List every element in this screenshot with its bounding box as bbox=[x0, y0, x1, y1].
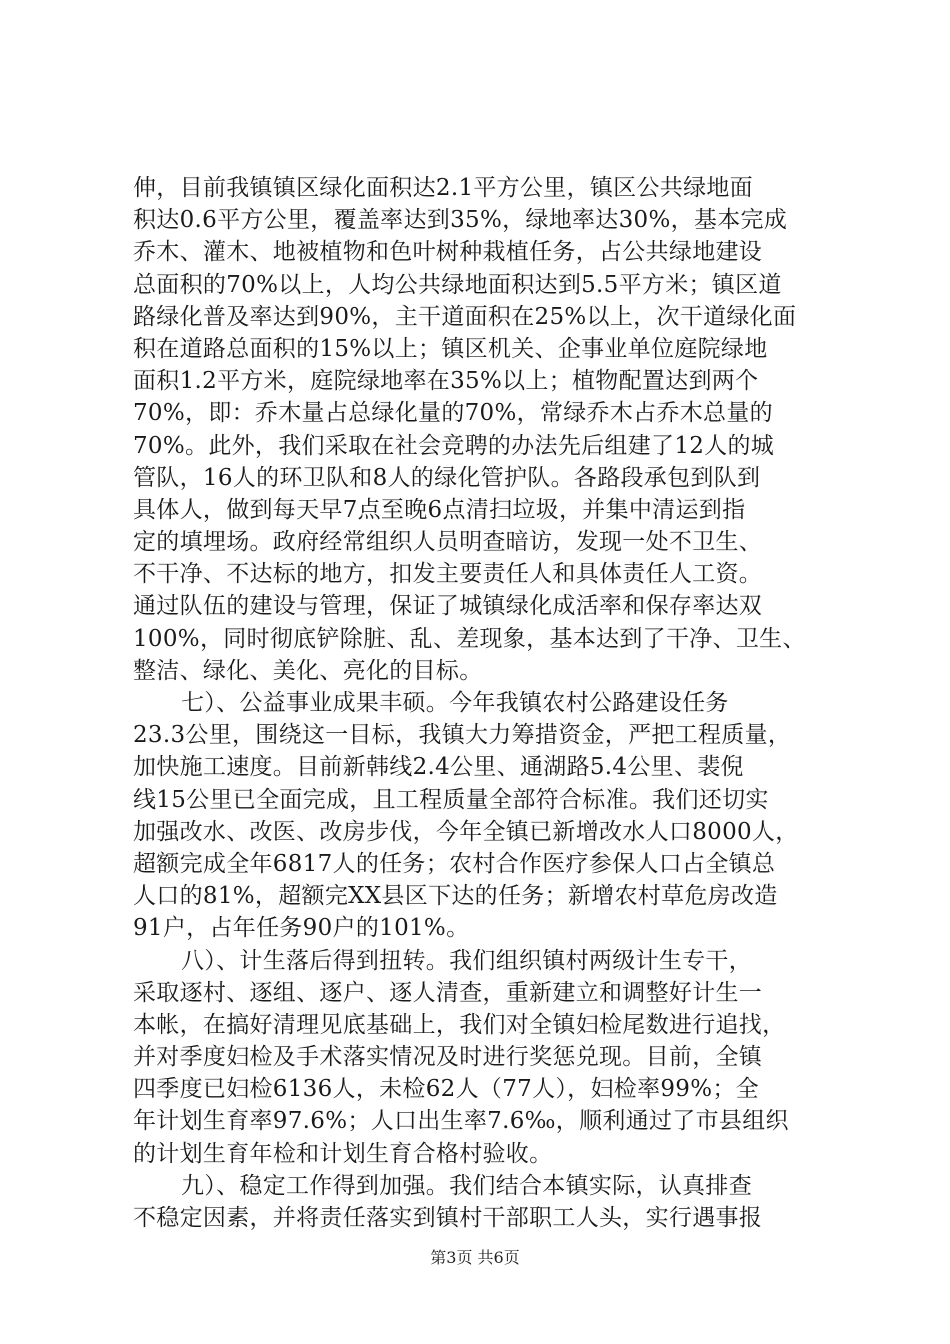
text-line: 具体人，做到每天早7点至晚6点清扫垃圾，并集中清运到指 bbox=[133, 496, 746, 523]
text-line: 四季度已妇检6136人，未检62人（77人），妇检率99%；全 bbox=[133, 1076, 759, 1103]
text-line: 的计划生育年检和计划生育合格村验收。 bbox=[133, 1140, 553, 1167]
text-line: 加强改水、改医、改房步伐，今年全镇已新增改水人口8000人， bbox=[133, 818, 799, 845]
text-line: 积达0.6平方公里，覆盖率达到35%，绿地率达30%，基本完成 bbox=[133, 207, 788, 234]
text-line: 70%，即：乔木量占总绿化量的70%，常绿乔木占乔木总量的 bbox=[133, 400, 773, 427]
text-line: 积在道路总面积的15%以上；镇区机关、企事业单位庭院绿地 bbox=[133, 335, 768, 362]
text-line: 通过队伍的建设与管理，保证了城镇绿化成活率和保存率达双 bbox=[133, 593, 763, 620]
text-line: 八）、计生落后得到扭转。我们组织镇村两级计生专干， bbox=[181, 947, 752, 974]
text-line: 人口的81%，超额完XX县区下达的任务；新增农村草危房改造 bbox=[133, 883, 778, 910]
text-line: 本帐，在搞好清理见底基础上，我们对全镇妇检尾数进行追找， bbox=[133, 1011, 786, 1038]
page-footer: 第3页 共6页 bbox=[430, 1248, 520, 1267]
text-line: 超额完成全年6817人的任务；农村合作医疗参保人口占全镇总 bbox=[133, 850, 776, 877]
text-line: 加快施工速度。目前新韩线2.4公里、通湖路5.4公里、裴倪 bbox=[133, 754, 744, 781]
document-body bbox=[133, 172, 823, 1234]
text-line: 100%，同时彻底铲除脏、乱、差现象，基本达到了干净、卫生、 bbox=[133, 625, 806, 652]
text-line: 线15公里已全面完成，且工程质量全部符合标准。我们还切实 bbox=[133, 786, 769, 813]
text-line: 面积1.2平方米，庭院绿地率在35%以上；植物配置达到两个 bbox=[133, 368, 759, 395]
text-line: 乔木、灌木、地被植物和色叶树种栽植任务，占公共绿地建设 bbox=[133, 239, 763, 266]
text-line: 不干净、不达标的地方，扣发主要责任人和具体责任人工资。 bbox=[133, 561, 763, 588]
text-line: 不稳定因素，并将责任落实到镇村干部职工人头，实行遇事报 bbox=[133, 1205, 763, 1231]
text-line: 九）、稳定工作得到加强。我们结合本镇实际，认真排查 bbox=[181, 1172, 752, 1199]
text-line: 并对季度妇检及手术落实情况及时进行奖惩兑现。目前，全镇 bbox=[133, 1044, 763, 1071]
text-line: 91户，占年任务90户的101%。 bbox=[133, 915, 470, 942]
text-line: 伸，目前我镇镇区绿化面积达2.1平方公里，镇区公共绿地面 bbox=[133, 175, 753, 201]
text-line: 管队，16人的环卫队和8人的绿化管护队。各路段承包到队到 bbox=[133, 464, 761, 491]
text-line: 23.3公里，围绕这一目标，我镇大力筹措资金，严把工程质量， bbox=[133, 722, 792, 749]
text-line: 整洁、绿化、美化、亮化的目标。 bbox=[133, 657, 483, 684]
text-line: 七）、公益事业成果丰硕。今年我镇农村公路建设任务 bbox=[181, 690, 729, 716]
text-line: 70%。此外，我们采取在社会竞聘的办法先后组建了12人的城 bbox=[133, 432, 775, 459]
text-line: 采取逐村、逐组、逐户、逐人清查，重新建立和调整好计生一 bbox=[133, 979, 763, 1006]
text-line: 路绿化普及率达到90%，主干道面积在25%以上，次干道绿化面 bbox=[133, 303, 797, 330]
text-line: 定的填埋场。政府经常组织人员明查暗访，发现一处不卫生、 bbox=[133, 529, 763, 556]
text-line: 年计划生育率97.6%；人口出生率7.6‰，顺利通过了市县组织 bbox=[133, 1108, 789, 1135]
text-line: 总面积的70%以上，人均公共绿地面积达到5.5平方米；镇区道 bbox=[133, 271, 782, 298]
